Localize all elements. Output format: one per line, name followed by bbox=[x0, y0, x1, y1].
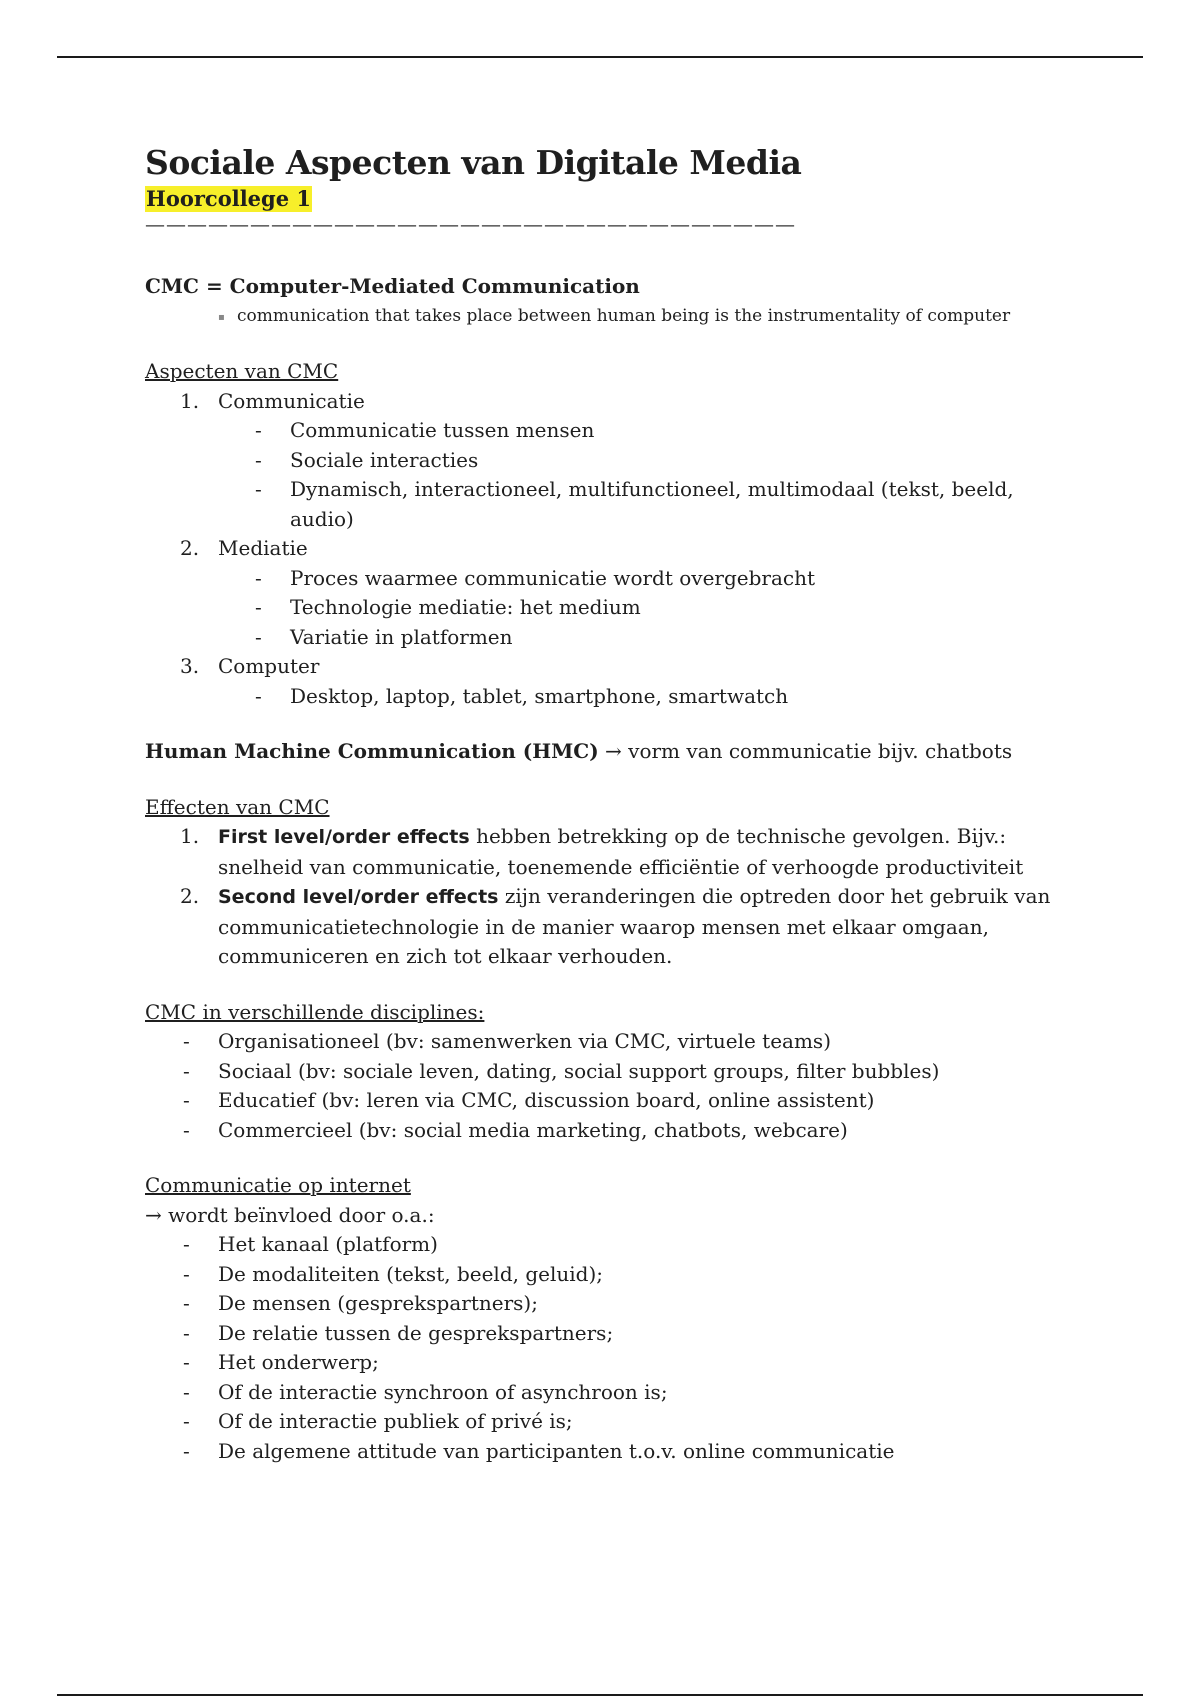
list-item: - Of de interactie publiek of privé is; bbox=[183, 1409, 573, 1433]
square-bullet-icon: ▪ bbox=[218, 311, 225, 323]
list-item: - Educatief (bv: leren via CMC, discussion board, online assistent) bbox=[183, 1088, 875, 1112]
aspecten-list bbox=[145, 387, 1105, 712]
lecture-subtitle: Hoorcollege 1 bbox=[146, 186, 311, 211]
list-item: - Variatie in platformen bbox=[255, 624, 513, 649]
list-item: - De algemene attitude van participanten t.o.v. online communicatie bbox=[183, 1438, 895, 1463]
disciplines-heading: CMC in verschillende disciplines: bbox=[145, 999, 485, 1024]
list-item: 1. Communicatie bbox=[180, 388, 365, 413]
internet-list bbox=[145, 1230, 1105, 1466]
top-rule bbox=[57, 56, 1143, 58]
aspecten-heading: Aspecten van CMC bbox=[145, 359, 339, 383]
cmc-definition: CMC = Computer-Mediated Communication bbox=[145, 274, 640, 298]
list-item: - Commercieel (bv: social media marketing, chatbots, webcare) bbox=[183, 1117, 848, 1142]
internet-intro: → wordt beïnvloed door o.a.: bbox=[145, 1202, 435, 1227]
list-item: - Technologie mediatie: het medium bbox=[255, 595, 641, 619]
list-item: - De mensen (gesprekspartners); bbox=[183, 1291, 538, 1315]
list-item: 1. First level/order effects hebben betrekking op de technische gevolgen. Bijv.: snelheid van communicatie, toenemende efficiëntie of verhoogde productiviteit bbox=[180, 824, 1024, 879]
cmc-note: ▪ communication that takes place between human being is the instrumentality of computer bbox=[145, 302, 1105, 332]
list-item: - Het onderwerp; bbox=[183, 1350, 379, 1374]
list-item: - Desktop, laptop, tablet, smartphone, smartwatch bbox=[255, 683, 789, 708]
list-item: - Sociaal (bv: sociale leven, dating, social support groups, filter bubbles) bbox=[183, 1058, 940, 1083]
document-page bbox=[145, 142, 1105, 1466]
effecten-heading: Effecten van CMC bbox=[145, 794, 330, 819]
effecten-list bbox=[145, 822, 1105, 972]
dash-divider: ——————————————————————————————— bbox=[145, 214, 796, 234]
disciplines-list bbox=[145, 1027, 1105, 1145]
list-item: - Organisationeel (bv: samenwerken via CMC, virtuele teams) bbox=[183, 1029, 831, 1053]
list-item: - Proces waarmee communicatie wordt overgebracht bbox=[255, 565, 816, 590]
list-item: 3. Computer bbox=[180, 654, 320, 678]
list-item: - Communicatie tussen mensen bbox=[255, 418, 595, 442]
list-item: 2. Second level/order effects zijn veranderingen die optreden door het gebruik van communicatietechnologie in de manier waarop mensen met elkaar omgaan, communiceren en zich tot elkaar verhouden. bbox=[180, 884, 1051, 968]
list-item: - Of de interactie synchroon of asynchroon is; bbox=[183, 1379, 668, 1404]
list-item: - De relatie tussen de gesprekspartners; bbox=[183, 1320, 614, 1345]
document-title: Sociale Aspecten van Digitale Media bbox=[145, 143, 802, 182]
list-item: 2. Mediatie bbox=[180, 536, 308, 560]
hmc-line: Human Machine Communication (HMC) → vorm van communicatie bijv. chatbots bbox=[145, 739, 1013, 763]
list-item: - Het kanaal (platform) bbox=[183, 1232, 438, 1256]
list-item: - Sociale interacties bbox=[255, 447, 479, 472]
bottom-rule bbox=[57, 1694, 1143, 1696]
internet-heading: Communicatie op internet bbox=[145, 1173, 411, 1197]
list-item: - Dynamisch, interactioneel, multifunctioneel, multimodaal (tekst, beeld, audio) bbox=[255, 477, 1014, 531]
list-item: - De modaliteiten (tekst, beeld, geluid); bbox=[183, 1261, 603, 1286]
